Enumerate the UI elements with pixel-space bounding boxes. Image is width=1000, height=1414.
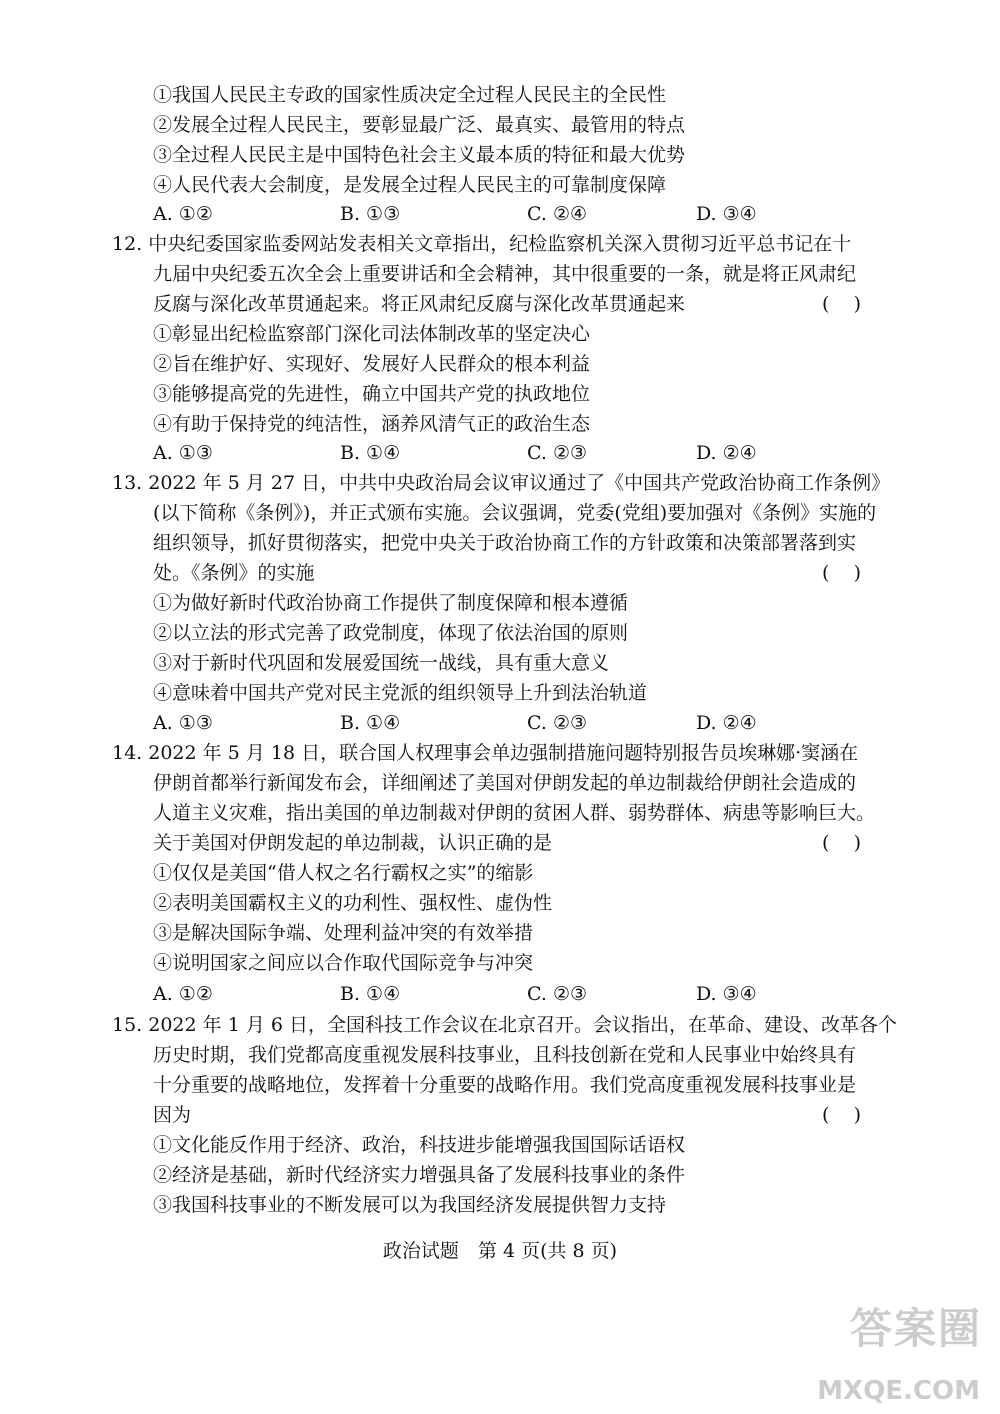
q14-stem-line-4: 关于美国对伊朗发起的单边制裁，认识正确的是	[153, 832, 553, 854]
q11-choice-b: B. ①③	[340, 203, 401, 225]
q11-statement-1: ①我国人民民主专政的国家性质决定全过程人民民主的全民性	[153, 84, 667, 106]
q11-statement-4: ④人民代表大会制度，是发展全过程人民民主的可靠制度保障	[153, 174, 667, 196]
q14-statement-3: ③是解决国际争端、处理利益冲突的有效举措	[153, 922, 534, 944]
q11-statement-3: ③全过程人民民主是中国特色社会主义最本质的特征和最大优势	[153, 144, 686, 166]
q15-stem-line-4: 因为	[153, 1104, 192, 1126]
page-footer: 政治试题 第 4 页(共 8 页)	[382, 1240, 618, 1262]
q14-stem-line-2: 伊朗首都举行新闻发布会，详细阐述了美国对伊朗发起的单边制裁给伊朗社会造成的	[153, 772, 857, 794]
q14-choice-b: B. ①④	[340, 983, 401, 1005]
q12-answer-bracket: ( )	[822, 293, 861, 315]
q15-answer-bracket: ( )	[822, 1104, 861, 1126]
q13-statement-2: ②以立法的形式完善了政党制度，体现了依法治国的原则	[153, 622, 629, 644]
q12-choice-b: B. ①④	[340, 442, 401, 464]
q13-statement-4: ④意味着中国共产党对民主党派的组织领导上升到法治轨道	[153, 682, 648, 704]
q13-stem-line-4: 处。《条例》的实施	[153, 562, 315, 584]
q12-stem-line-2: 九届中央纪委五次全会上重要讲话和全会精神，其中很重要的一条，就是将正风肃纪	[153, 263, 857, 285]
q15-stem-line-1: 15. 2022 年 1 月 6 日，全国科技工作会议在北京召开。会议指出，在革命、建设、改革各个	[112, 1014, 897, 1036]
q13-statement-1: ①为做好新时代政治协商工作提供了制度保障和根本遵循	[153, 592, 629, 614]
q13-stem-line-1: 13. 2022 年 5 月 27 日，中共中央政治局会议审议通过了《中国共产党政治协商工作条例》	[112, 472, 891, 494]
q12-stem-line-3: 反腐与深化改革贯通起来。将正风肃纪反腐与深化改革贯通起来	[153, 293, 686, 315]
q12-statement-1: ①彰显出纪检监察部门深化司法体制改革的坚定决心	[153, 323, 591, 345]
q14-stem-line-1: 14. 2022 年 5 月 18 日，联合国人权理事会单边强制措施问题特别报告员埃琳娜·窦涵在	[112, 742, 859, 764]
q13-choice-a: A. ①③	[153, 712, 213, 734]
watermark-logo-text: 答案圈	[849, 1304, 982, 1353]
q14-stem-line-3: 人道主义灾难，指出美国的单边制裁对伊朗的贫困人群、弱势群体、病患等影响巨大。	[153, 802, 876, 824]
q12-statement-3: ③能够提高党的先进性，确立中国共产党的执政地位	[153, 383, 591, 405]
q14-answer-bracket: ( )	[822, 832, 861, 854]
q15-statement-3: ③我国科技事业的不断发展可以为我国经济发展提供智力支持	[153, 1194, 667, 1216]
q13-stem-line-2: (以下简称《条例》)，并正式颁布实施。会议强调，党委(党组)要加强对《条例》实施的	[153, 502, 877, 524]
q14-choice-c: C. ②③	[527, 983, 588, 1005]
q14-choice-d: D. ③④	[696, 983, 757, 1005]
q13-choice-d: D. ②④	[696, 712, 757, 734]
q13-choice-c: C. ②③	[527, 712, 588, 734]
q12-stem-line-1: 12. 中央纪委国家监委网站发表相关文章指出，纪检监察机关深入贯彻习近平总书记在十	[112, 233, 852, 255]
q15-stem-line-3: 十分重要的战略地位，发挥着十分重要的战略作用。我们党高度重视发展科技事业是	[153, 1074, 857, 1096]
q11-statement-2: ②发展全过程人民民主，要彰显最广泛、最真实、最管用的特点	[153, 114, 686, 136]
q11-choice-a: A. ①②	[153, 203, 213, 225]
q12-choice-c: C. ②③	[527, 442, 588, 464]
q14-statement-1: ①仅仅是美国“借人权之名行霸权之实”的缩影	[153, 862, 534, 884]
q14-choice-a: A. ①②	[153, 983, 213, 1005]
q15-statement-2: ②经济是基础，新时代经济实力增强具备了发展科技事业的条件	[153, 1164, 686, 1186]
q12-choice-d: D. ②④	[696, 442, 757, 464]
q13-statement-3: ③对于新时代巩固和发展爱国统一战线，具有重大意义	[153, 652, 610, 674]
q15-statement-1: ①文化能反作用于经济、政治，科技进步能增强我国国际话语权	[153, 1134, 686, 1156]
q12-statement-4: ④有助于保持党的纯洁性，涵养风清气正的政治生态	[153, 413, 591, 435]
q11-choice-d: D. ③④	[696, 203, 757, 225]
q13-stem-line-3: 组织领导，抓好贯彻落实，把党中央关于政治协商工作的方针政策和决策部署落到实	[153, 532, 857, 554]
watermark-logo	[817, 1296, 982, 1406]
q12-statement-2: ②旨在维护好、实现好、发展好人民群众的根本利益	[153, 353, 591, 375]
q11-choice-c: C. ②④	[527, 203, 588, 225]
q13-choice-b: B. ①④	[340, 712, 401, 734]
q14-statement-2: ②表明美国霸权主义的功利性、强权性、虚伪性	[153, 892, 553, 914]
watermark-site-text: MXQE.COM	[817, 1376, 980, 1406]
q13-answer-bracket: ( )	[822, 562, 861, 584]
q14-statement-4: ④说明国家之间应以合作取代国际竞争与冲突	[153, 952, 534, 974]
q15-stem-line-2: 历史时期，我们党都高度重视发展科技事业，且科技创新在党和人民事业中始终具有	[153, 1044, 857, 1066]
q12-choice-a: A. ①③	[153, 442, 213, 464]
